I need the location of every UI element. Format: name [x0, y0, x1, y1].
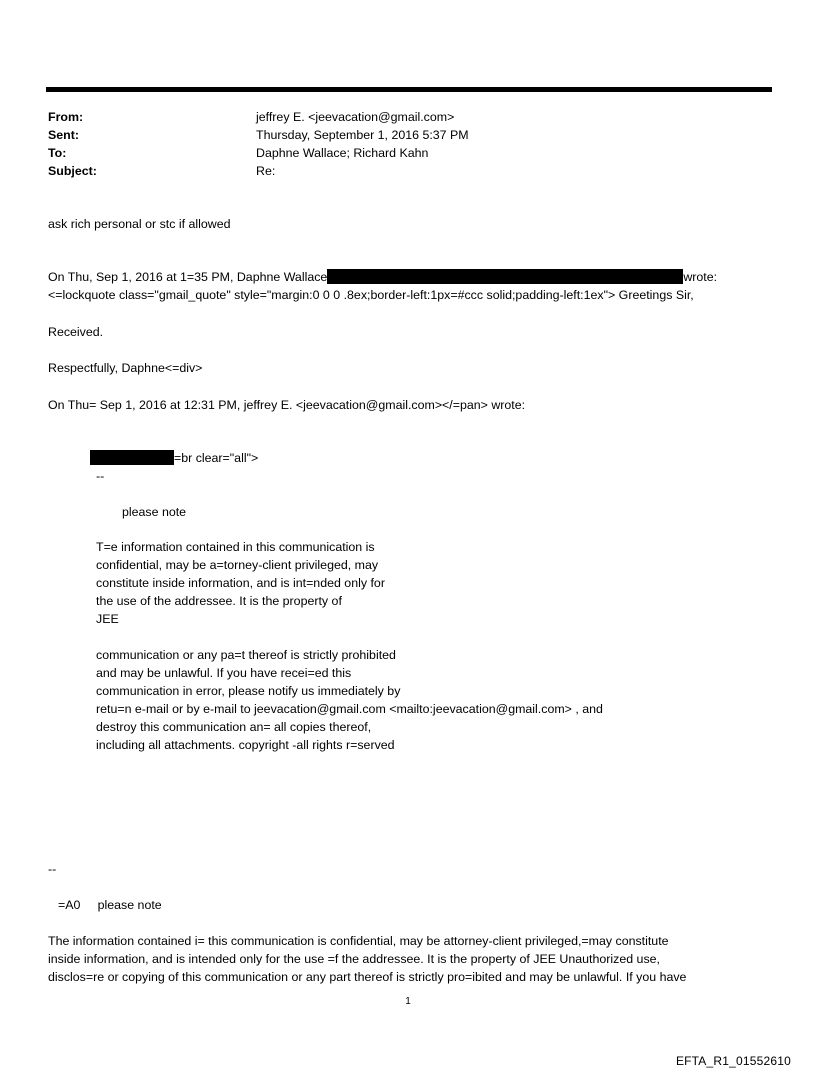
quote1-prefix: On Thu, Sep 1, 2016 at 1=35 PM, Daphne Wallace [48, 270, 328, 284]
bates-number: EFTA_R1_01552610 [675, 1054, 791, 1068]
disclaimer-line: and may be unlawful. If you have recei=ed this [96, 666, 352, 680]
disclaimer-line: T=e information contained in this communication is [96, 540, 375, 554]
redaction-bar [90, 450, 174, 465]
subject-label: Subject: [48, 164, 97, 178]
signature-dashes-2: -- [48, 862, 57, 876]
header-rule [46, 87, 772, 92]
signature-dashes: -- [96, 469, 105, 483]
sent-label: Sent: [48, 128, 79, 142]
disclaimer-line: communication or any pa=t thereof is strictly prohibited [96, 648, 396, 662]
final-line: disclos=re or copying of this communication or any part thereof is strictly pro=ibited and may be unlawful. If you have [48, 970, 687, 984]
redaction-bar [327, 269, 683, 284]
signoff-text: Respectfully, Daphne<=div> [48, 361, 203, 375]
disclaimer-line: communication in error, please notify us immediately by [96, 684, 401, 698]
to-value: Daphne Wallace; Richard Kahn [256, 146, 429, 160]
message-text: ask rich personal or stc if allowed [48, 217, 231, 231]
quote1-suffix: wrote: [683, 270, 718, 284]
from-label: From: [48, 110, 84, 124]
br-clear-text: =br clear="all"> [174, 451, 259, 465]
from-value: jeffrey E. <jeevacation@gmail.com> [256, 110, 455, 124]
final-line: inside information, and is intended only for the use =f the addressee. It is the property of JEE Unauthorized use, [48, 952, 660, 966]
blockquote-markup: <=lockquote class="gmail_quote" style="margin:0 0 0 .8ex;border-left:1px=#ccc solid;padding-left:1ex"> Greetings Sir, [48, 288, 694, 302]
quote2-intro: On Thu= Sep 1, 2016 at 12:31 PM, jeffrey E. <jeevacation@gmail.com></=pan> wrote: [48, 398, 526, 412]
disclaimer-line: the use of the addressee. It is the property of [96, 594, 342, 608]
subject-row [48, 162, 469, 180]
disclaimer-line: constitute inside information, and is int=nded only for [96, 576, 385, 590]
subject-value: Re: [256, 164, 276, 178]
disclaimer-line: confidential, may be a=torney-client privileged, may [96, 558, 379, 572]
disclaimer-line: destroy this communication an= all copies thereof, [96, 720, 372, 734]
page-number: 1 [405, 996, 411, 1007]
please-note-text: please note [122, 505, 187, 519]
to-label: To: [48, 146, 67, 160]
sent-row [48, 126, 469, 144]
disclaimer-line: including all attachments. copyright -all rights r=served [96, 738, 395, 752]
final-disclaimer [48, 932, 686, 986]
from-row [48, 108, 469, 126]
a0-please-note: =A0 please note [58, 898, 162, 912]
disclaimer-block-1 [96, 538, 385, 628]
sent-value: Thursday, September 1, 2016 5:37 PM [256, 128, 469, 142]
email-header [48, 108, 469, 180]
received-text: Received. [48, 325, 104, 339]
to-row [48, 144, 469, 162]
quote1-intro [48, 268, 768, 286]
br-clear-line [90, 449, 258, 467]
disclaimer-line: JEE [96, 612, 119, 626]
final-line: The information contained i= this communication is confidential, may be attorney-client privileged,=may constitute [48, 934, 669, 948]
disclaimer-line: retu=n e-mail or by e-mail to jeevacation@gmail.com <mailto:jeevacation@gmail.com> , and [96, 702, 603, 716]
disclaimer-block-2 [96, 646, 603, 754]
